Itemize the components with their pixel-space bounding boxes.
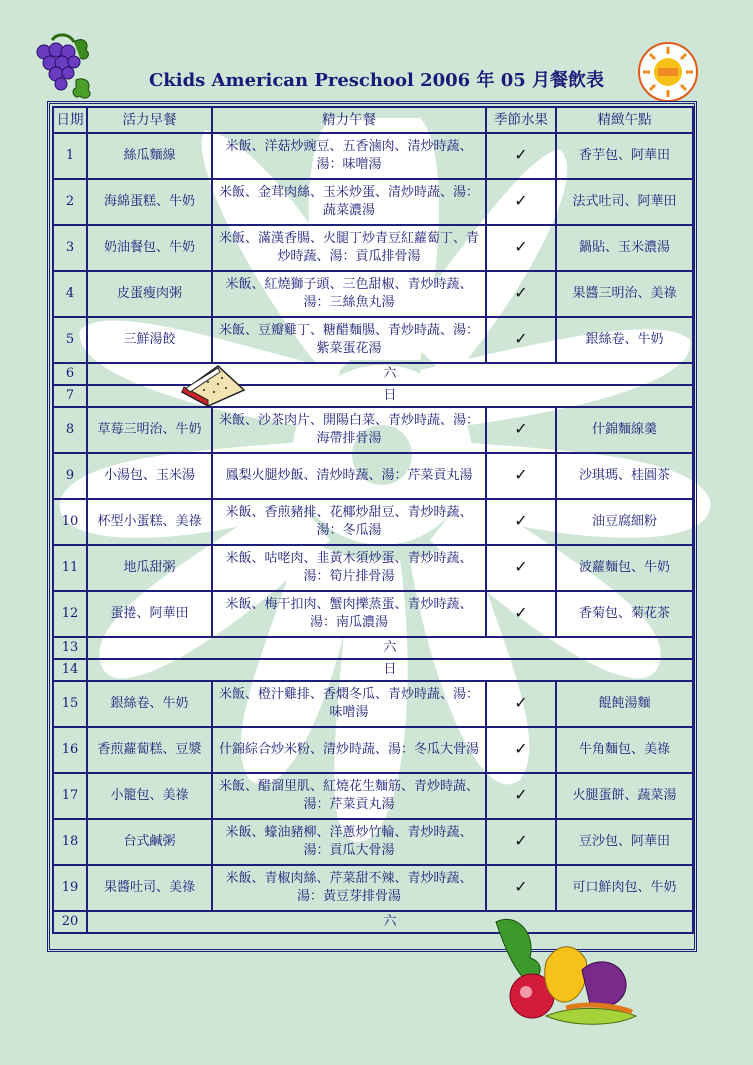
breakfast-cell: 台式鹹粥	[87, 819, 212, 865]
day-number: 20	[53, 911, 87, 933]
weekend-label: 日	[87, 385, 693, 407]
breakfast-cell: 奶油餐包、牛奶	[87, 225, 212, 271]
day-number: 11	[53, 545, 87, 591]
check-icon: ✓	[514, 739, 528, 758]
snack-cell: 火腿蛋餅、蔬菜湯	[556, 773, 693, 819]
lunch-cell: 米飯、橙汁雞排、香燜冬瓜、青炒時蔬、湯：味噌湯	[212, 681, 486, 727]
page-title: Ckids American Preschool 2006 年 05 月餐飲表	[148, 70, 605, 91]
vegetables-decoration	[486, 912, 646, 1032]
weekend-row	[53, 659, 693, 681]
lunch-cell: 米飯、金茸肉絲、玉米炒蛋、清炒時蔬、湯：蔬菜濃湯	[212, 179, 486, 225]
meal-row	[53, 499, 693, 545]
lunch-cell: 米飯、醋溜里肌、紅燒花生麵筋、青炒時蔬、湯：芹菜貢丸湯	[212, 773, 486, 819]
snack-cell: 什錦麵線羹	[556, 407, 693, 453]
snack-cell: 波蘿麵包、牛奶	[556, 545, 693, 591]
lunch-cell: 米飯、香煎豬排、花椰炒甜豆、青炒時蔬、湯：冬瓜湯	[212, 499, 486, 545]
check-icon: ✓	[514, 191, 528, 210]
meal-row	[53, 179, 693, 225]
weekend-label: 六	[87, 911, 693, 933]
day-number: 18	[53, 819, 87, 865]
meal-row	[53, 545, 693, 591]
meal-row	[53, 819, 693, 865]
day-number: 1	[53, 133, 87, 179]
day-number: 13	[53, 637, 87, 659]
snack-cell: 沙琪瑪、桂圓茶	[556, 453, 693, 499]
snack-cell: 果醬三明治、美祿	[556, 271, 693, 317]
header-fruit: 季節水果	[486, 107, 556, 133]
day-number: 12	[53, 591, 87, 637]
meal-row	[53, 317, 693, 363]
check-icon: ✓	[514, 785, 528, 804]
fruit-cell	[486, 499, 556, 545]
meal-row	[53, 773, 693, 819]
lunch-cell: 鳳梨火腿炒飯、清炒時蔬、湯：芹菜貢丸湯	[212, 453, 486, 499]
fruit-cell	[486, 819, 556, 865]
day-number: 19	[53, 865, 87, 911]
check-icon: ✓	[514, 145, 528, 164]
day-number: 2	[53, 179, 87, 225]
lunch-cell: 米飯、梅干扣肉、蟹肉擽蒸蛋、青炒時蔬、湯：南瓜濃湯	[212, 591, 486, 637]
check-icon: ✓	[514, 603, 528, 622]
lunch-cell: 米飯、豆瓣雞丁、糖醋麵腸、青炒時蔬、湯：紫菜蛋花湯	[212, 317, 486, 363]
check-icon: ✓	[514, 831, 528, 850]
check-icon: ✓	[514, 419, 528, 438]
check-icon: ✓	[514, 329, 528, 348]
fruit-cell	[486, 727, 556, 773]
lunch-cell: 米飯、蠔油豬柳、洋蔥炒竹輪、青炒時蔬、湯：貢瓜大骨湯	[212, 819, 486, 865]
fruit-cell	[486, 865, 556, 911]
breakfast-cell: 草莓三明治、牛奶	[87, 407, 212, 453]
breakfast-cell: 銀絲卷、牛奶	[87, 681, 212, 727]
fruit-cell	[486, 317, 556, 363]
breakfast-cell: 皮蛋瘦肉粥	[87, 271, 212, 317]
breakfast-cell: 杯型小蛋糕、美祿	[87, 499, 212, 545]
fruit-cell	[486, 591, 556, 637]
breakfast-cell: 果醬吐司、美祿	[87, 865, 212, 911]
meal-row	[53, 865, 693, 911]
fruit-cell	[486, 225, 556, 271]
breakfast-cell: 小湯包、玉米湯	[87, 453, 212, 499]
lunch-cell: 米飯、沙茶肉片、開陽白菜、青炒時蔬、湯：海帶排骨湯	[212, 407, 486, 453]
meal-row	[53, 591, 693, 637]
lunch-cell: 米飯、紅燒獅子頭、三色甜椒、青炒時蔬、湯：三絲魚丸湯	[212, 271, 486, 317]
snack-cell: 油豆腐細粉	[556, 499, 693, 545]
day-number: 8	[53, 407, 87, 453]
meal-row	[53, 271, 693, 317]
day-number: 3	[53, 225, 87, 271]
snack-cell: 香芋包、阿華田	[556, 133, 693, 179]
lunch-cell: 什錦綜合炒米粉、清炒時蔬、湯：冬瓜大骨湯	[212, 727, 486, 773]
day-number: 16	[53, 727, 87, 773]
header-date: 日期	[53, 107, 87, 133]
breakfast-cell: 三鮮湯餃	[87, 317, 212, 363]
day-number: 6	[53, 363, 87, 385]
snack-cell: 銀絲卷、牛奶	[556, 317, 693, 363]
check-icon: ✓	[514, 693, 528, 712]
fruit-cell	[486, 271, 556, 317]
weekend-row	[53, 385, 693, 407]
lunch-cell: 米飯、滿漢香腸、火腿丁炒青豆紅蘿蔔丁、青炒時蔬、湯：貢瓜排骨湯	[212, 225, 486, 271]
meal-row	[53, 225, 693, 271]
fruit-cell	[486, 407, 556, 453]
header-lunch: 精力午餐	[212, 107, 486, 133]
breakfast-cell: 香煎蘿蔔糕、豆漿	[87, 727, 212, 773]
breakfast-cell: 海綿蛋糕、牛奶	[87, 179, 212, 225]
check-icon: ✓	[514, 465, 528, 484]
meal-row	[53, 133, 693, 179]
breakfast-cell: 地瓜甜粥	[87, 545, 212, 591]
meal-row	[53, 407, 693, 453]
weekend-row	[53, 363, 693, 385]
breakfast-cell: 絲瓜麵線	[87, 133, 212, 179]
fruit-cell	[486, 453, 556, 499]
day-number: 5	[53, 317, 87, 363]
sandwich-icon	[178, 362, 248, 410]
check-icon: ✓	[514, 511, 528, 530]
fruit-cell	[486, 681, 556, 727]
day-number: 14	[53, 659, 87, 681]
snack-cell: 豆沙包、阿華田	[556, 819, 693, 865]
meal-row	[53, 453, 693, 499]
fruit-cell	[486, 545, 556, 591]
day-number: 4	[53, 271, 87, 317]
weekend-label: 六	[87, 363, 693, 385]
day-number: 17	[53, 773, 87, 819]
snack-cell: 餛飩湯麵	[556, 681, 693, 727]
day-number: 15	[53, 681, 87, 727]
table-header-row	[53, 107, 693, 133]
meal-table	[52, 106, 694, 934]
snack-cell: 鍋貼、玉米濃湯	[556, 225, 693, 271]
header-breakfast: 活力早餐	[87, 107, 212, 133]
header-snack: 精緻午點	[556, 107, 693, 133]
breakfast-cell: 蛋捲、阿華田	[87, 591, 212, 637]
check-icon: ✓	[514, 557, 528, 576]
check-icon: ✓	[514, 877, 528, 896]
weekend-label: 日	[87, 659, 693, 681]
fruit-cell	[486, 773, 556, 819]
snack-cell: 可口鮮肉包、牛奶	[556, 865, 693, 911]
fruit-cell	[486, 179, 556, 225]
lunch-cell: 米飯、咕咾肉、韭黃木須炒蛋、青炒時蔬、湯：筍片排骨湯	[212, 545, 486, 591]
check-icon: ✓	[514, 237, 528, 256]
lunch-cell: 米飯、青椒肉絲、芹菜甜不辣、青炒時蔬、湯：黃豆芽排骨湯	[212, 865, 486, 911]
fruit-cell	[486, 133, 556, 179]
breakfast-cell: 小籠包、美祿	[87, 773, 212, 819]
weekend-row	[53, 637, 693, 659]
snack-cell: 香菊包、菊花茶	[556, 591, 693, 637]
weekend-label: 六	[87, 637, 693, 659]
day-number: 9	[53, 453, 87, 499]
meal-row	[53, 727, 693, 773]
snack-cell: 牛角麵包、美祿	[556, 727, 693, 773]
day-number: 7	[53, 385, 87, 407]
check-icon: ✓	[514, 283, 528, 302]
lunch-cell: 米飯、洋菇炒豌豆、五香滷肉、清炒時蔬、湯：味噌湯	[212, 133, 486, 179]
meal-row	[53, 681, 693, 727]
snack-cell: 法式吐司、阿華田	[556, 179, 693, 225]
day-number: 10	[53, 499, 87, 545]
